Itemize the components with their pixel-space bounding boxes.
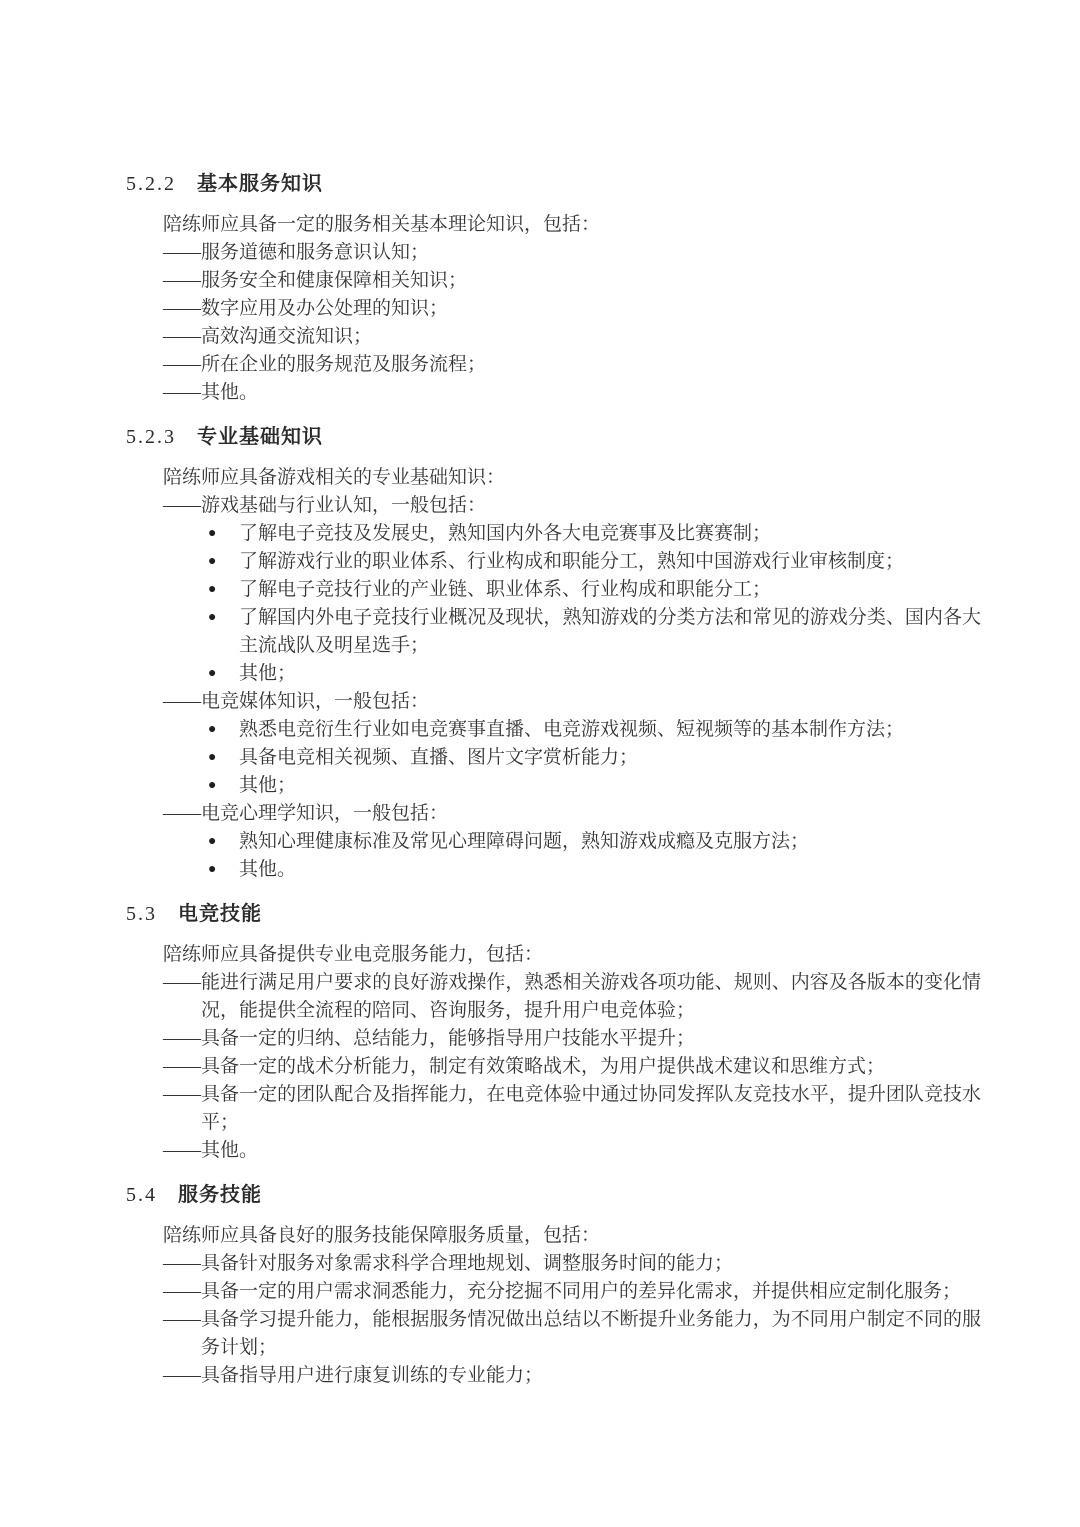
section-number: 5.4	[126, 1184, 157, 1206]
section-heading	[126, 423, 996, 451]
section-heading	[126, 1181, 996, 1209]
section-heading	[126, 900, 996, 928]
bullet-text: 其他；	[239, 663, 297, 684]
bullet-item	[208, 744, 981, 772]
bullet-item	[208, 716, 981, 744]
dash-item: ——具备一定的战术分析能力，制定有效策略战术，为用户提供战术建议和思维方式；	[163, 1056, 886, 1077]
bullet-icon: ●	[208, 834, 217, 849]
bullet-icon: ●	[208, 526, 217, 541]
dash-item: ——数字应用及办公处理的知识；	[163, 298, 449, 319]
bullet-icon: ●	[208, 554, 217, 569]
dash-item: ——服务安全和健康保障相关知识；	[163, 270, 468, 291]
section-title: 电竞技能	[178, 903, 262, 925]
bullet-icon: ●	[208, 582, 217, 597]
bullet-item	[208, 604, 981, 660]
dash-item: ——服务道德和服务意识认知；	[163, 242, 430, 263]
page-content	[126, 170, 996, 1390]
bullet-icon: ●	[208, 722, 217, 737]
dash-item: ——电竞媒体知识，一般包括：	[163, 691, 430, 712]
paragraph: 陪练师应具备提供专业电竞服务能力，包括：	[163, 944, 544, 965]
bullet-text: 了解电子竞技及发展史，熟知国内外各大电竞赛事及比赛赛制；	[239, 523, 772, 544]
bullet-text: 其他。	[239, 859, 297, 880]
section-5-4	[126, 1181, 996, 1390]
bullet-text: 熟知心理健康标准及常见心理障碍问题，熟知游戏成瘾及克服方法；	[239, 831, 810, 852]
section-title: 服务技能	[178, 1184, 262, 1206]
section-heading	[126, 170, 996, 198]
bullet-item	[208, 576, 981, 604]
dash-item: ——具备一定的用户需求洞悉能力，充分挖掘不同用户的差异化需求，并提供相应定制化服务；	[163, 1281, 962, 1302]
bullet-text: 了解电子竞技行业的产业链、职业体系、行业构成和职能分工；	[239, 579, 772, 600]
dash-item: ——具备指导用户进行康复训练的专业能力；	[163, 1365, 544, 1386]
bullet-icon: ●	[208, 778, 217, 793]
dash-item: ——具备一定的归纳、总结能力，能够指导用户技能水平提升；	[163, 1028, 696, 1049]
bullet-text: 其他；	[239, 775, 297, 796]
dash-item: ——电竞心理学知识，一般包括：	[163, 803, 449, 824]
bullet-icon: ●	[208, 862, 217, 877]
bullet-text: 熟悉电竞衍生行业如电竞赛事直播、电竞游戏视频、短视频等的基本制作方法；	[239, 719, 905, 740]
bullet-text: 了解国内外电子竞技行业概况及现状，熟知游戏的分类方法和常见的游戏分类、国内各大主流战队及明星选手；	[239, 607, 981, 656]
bullet-item	[208, 548, 981, 576]
bullet-text: 了解游戏行业的职业体系、行业构成和职能分工，熟知中国游戏行业审核制度；	[239, 551, 905, 572]
bullet-item	[208, 520, 981, 548]
section-5-2-3	[126, 423, 996, 884]
dash-item: ——其他。	[163, 382, 259, 403]
bullet-text: 具备电竞相关视频、直播、图片文字赏析能力；	[239, 747, 639, 768]
section-body	[163, 941, 981, 1165]
section-number: 5.2.2	[126, 173, 176, 195]
bullet-item	[208, 660, 981, 688]
bullet-item	[208, 772, 981, 800]
dash-item: ——高效沟通交流知识；	[163, 326, 373, 347]
bullet-icon: ●	[208, 666, 217, 681]
bullet-icon: ●	[208, 610, 217, 625]
dash-item: ——能进行满足用户要求的良好游戏操作，熟悉相关游戏各项功能、规则、内容及各版本的变化情况，能提供全流程的陪同、咨询服务，提升用户电竞体验；	[163, 972, 981, 1021]
dash-item: ——具备一定的团队配合及指挥能力，在电竞体验中通过协同发挥队友竞技水平，提升团队竞技水平；	[163, 1084, 981, 1133]
section-body	[163, 211, 981, 407]
dash-item: ——具备针对服务对象需求科学合理地规划、调整服务时间的能力；	[163, 1253, 734, 1274]
dash-item: ——其他。	[163, 1140, 259, 1161]
paragraph: 陪练师应具备良好的服务技能保障服务质量，包括：	[163, 1225, 601, 1246]
section-title: 专业基础知识	[197, 426, 323, 448]
bullet-item	[208, 856, 981, 884]
dash-item: ——游戏基础与行业认知，一般包括：	[163, 495, 487, 516]
section-number: 5.3	[126, 903, 157, 925]
section-body	[163, 464, 981, 884]
paragraph: 陪练师应具备一定的服务相关基本理论知识，包括：	[163, 214, 601, 235]
section-5-3	[126, 900, 996, 1165]
section-title: 基本服务知识	[197, 173, 323, 195]
section-body	[163, 1222, 981, 1390]
dash-item: ——所在企业的服务规范及服务流程；	[163, 354, 487, 375]
bullet-icon: ●	[208, 750, 217, 765]
dash-item: ——具备学习提升能力，能根据服务情况做出总结以不断提升业务能力，为不同用户制定不同的服务计划；	[163, 1309, 981, 1358]
bullet-item	[208, 828, 981, 856]
paragraph: 陪练师应具备游戏相关的专业基础知识：	[163, 467, 506, 488]
section-5-2-2	[126, 170, 996, 407]
section-number: 5.2.3	[126, 426, 176, 448]
